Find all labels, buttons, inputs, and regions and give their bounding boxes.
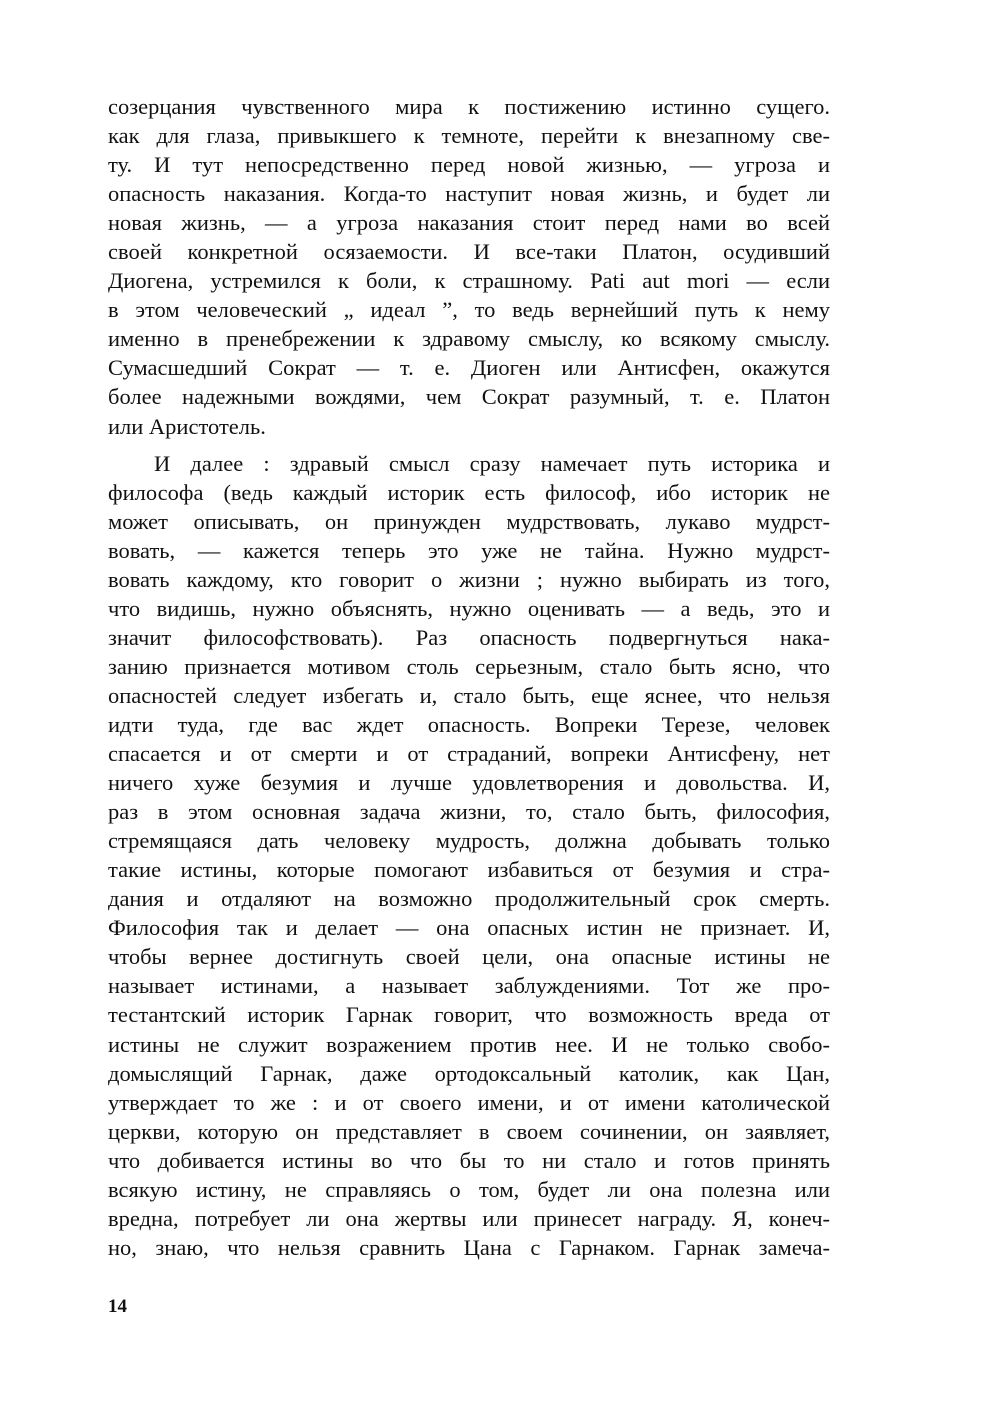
text-line: новая жизнь, — а угроза наказания стоит перед нами во всей	[108, 210, 830, 236]
text-line: дания и отдаляют на возможно продолжительный срок смерть.	[108, 886, 830, 912]
text-line: Философия так и делает — она опасных истин не признает. И,	[108, 915, 830, 941]
text-line: может описывать, он принужден мудрствовать, лукаво мудрст-	[108, 508, 830, 534]
text-line: истины не служит возражением против нее. И не только свобо-	[108, 1031, 830, 1057]
text-line: но, знаю, что нельзя сравнить Цана с Гарнаком. Гарнак замеча-	[108, 1234, 830, 1260]
text-line: И далее : здравый смысл сразу намечает путь историка и	[154, 450, 830, 476]
text-line: своей конкретной осязаемости. И все-таки Платон, осудивший	[108, 239, 830, 265]
text-line: идти туда, где вас ждет опасность. Вопреки Терезе, человек	[108, 711, 830, 737]
text-line: раз в этом основная задача жизни, то, стало быть, философия,	[108, 799, 830, 825]
text-line: более надежными вождями, чем Сократ разумный, т. е. Платон	[108, 384, 830, 410]
paragraph-1	[108, 92, 830, 441]
text-line: стремящаяся дать человеку мудрость, должна добывать только	[108, 828, 830, 854]
text-line: вовать каждому, кто говорит о жизни ; нужно выбирать из того,	[108, 566, 830, 592]
text-line: вредна, потребует ли она жертвы или принесет награду. Я, конеч-	[108, 1205, 830, 1231]
text-line: такие истины, которые помогают избавиться от безумия и стра-	[108, 857, 830, 883]
text-line: Сумасшедший Сократ — т. е. Диоген или Антисфен, окажутся	[108, 355, 830, 381]
text-line: именно в пренебрежении к здравому смыслу, ко всякому смыслу.	[108, 326, 830, 352]
text-line: ничего хуже безумия и лучше удовлетворения и довольства. И,	[108, 770, 830, 796]
text-line: Диогена, устремился к боли, к страшному. Pati aut mori — если	[108, 268, 830, 294]
text-line: называет истинами, а называет заблуждениями. Тот же про-	[108, 973, 830, 999]
text-line: созерцания чувственного мира к постижению истинно сущего.	[108, 94, 830, 119]
text-line: в этом человеческий „ идеал ”, то ведь вернейший путь к нему	[108, 297, 830, 323]
text-line: философа (ведь каждый историк есть философ, ибо историк не	[108, 479, 830, 505]
page-number: 14	[108, 1296, 127, 1317]
paragraph-gap	[108, 441, 830, 449]
text-line: ту. И тут непосредственно перед новой жизнью, — угроза и	[108, 152, 830, 178]
text-line: вовать, — кажется теперь это уже не тайна. Нужно мудрст-	[108, 537, 830, 563]
body-text	[108, 92, 830, 1262]
text-line: что добивается истины во что бы то ни стало и готов принять	[108, 1147, 830, 1173]
text-line: домыслящий Гарнак, даже ортодоксальный католик, как Цан,	[108, 1060, 830, 1086]
text-line: всякую истину, не справляясь о том, будет ли она полезна или	[108, 1176, 830, 1202]
paragraph-2	[108, 449, 830, 1262]
text-line: что видишь, нужно объяснять, нужно оценивать — а ведь, это и	[108, 595, 830, 621]
text-line: значит философствовать). Раз опасность подвергнуться нака-	[108, 624, 830, 650]
text-line: утверждает то же : и от своего имени, и от имени католической	[108, 1089, 830, 1115]
text-line: церкви, которую он представляет в своем сочинении, он заявляет,	[108, 1118, 830, 1144]
text-line: занию признается мотивом столь серьезным, стало быть ясно, что	[108, 653, 830, 679]
text-line: или Аристотель.	[108, 413, 266, 439]
text-line: опасностей следует избегать и, стало быть, еще яснее, что нельзя	[108, 682, 830, 708]
text-line: спасается и от смерти и от страданий, вопреки Антисфену, нет	[108, 741, 830, 767]
text-line: чтобы вернее достигнуть своей цели, она опасные истины не	[108, 944, 830, 970]
text-line: как для глаза, привыкшего к темноте, перейти к внезапному све-	[108, 123, 830, 149]
text-line: опасность наказания. Когда-то наступит новая жизнь, и будет ли	[108, 181, 830, 207]
text-line: тестантский историк Гарнак говорит, что возможность вреда от	[108, 1002, 830, 1028]
